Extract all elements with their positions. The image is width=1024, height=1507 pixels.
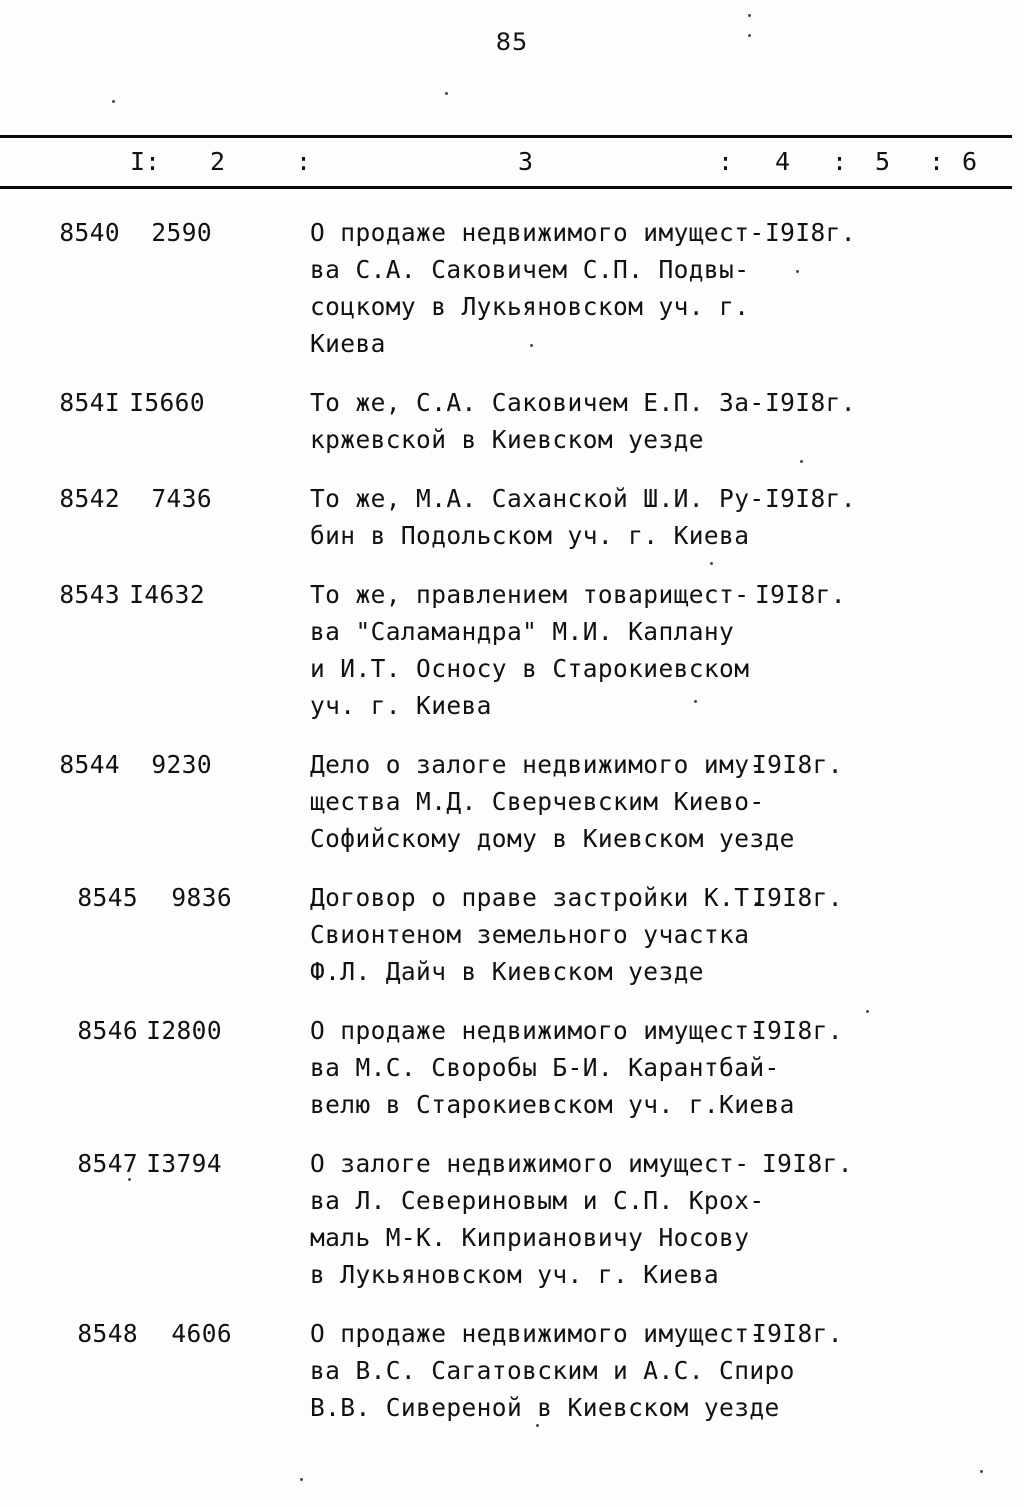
row-serial-number: 8545 — [77, 883, 138, 912]
table-row-first-line — [0, 746, 1024, 783]
row-description-line: Киева — [310, 329, 386, 358]
table-row-continuation-line — [0, 916, 1024, 953]
row-inventory-number: 9230 — [151, 750, 212, 779]
row-description-line: ва С.А. Саковичем С.П. Подвы- — [310, 255, 750, 284]
row-inventory-number: 2590 — [151, 218, 212, 247]
column-header-cell-4: 3 — [518, 147, 534, 176]
row-serial-number: 8546 — [77, 1016, 138, 1045]
scan-speck — [748, 14, 751, 17]
row-description-line: То же, правлением товарищест- — [310, 580, 750, 609]
table-row-first-line — [0, 480, 1024, 517]
row-description-line: ва М.С. Своробы Б-И. Карантбай- — [310, 1053, 780, 1082]
table-row-first-line — [0, 1145, 1024, 1182]
table-row-continuation-line — [0, 1182, 1024, 1219]
row-description-line: ва В.С. Сагатовским и А.С. Спиро — [310, 1356, 795, 1385]
scan-speck — [112, 100, 115, 103]
table-row-continuation-line — [0, 288, 1024, 325]
row-inventory-number: I3794 — [146, 1149, 222, 1178]
row-year: I9I8г. — [765, 484, 856, 513]
row-inventory-number: 7436 — [151, 484, 212, 513]
row-description-line: В.В. Сивереной в Киевском уезде — [310, 1393, 780, 1422]
header-rule-bottom — [0, 186, 1012, 189]
scan-speck — [530, 344, 533, 347]
row-year: I9I8г. — [765, 388, 856, 417]
row-inventory-number: 4606 — [171, 1319, 232, 1348]
row-description-line: в Лукьяновском уч. г. Киева — [310, 1260, 720, 1289]
column-header-cell-9: : — [929, 147, 945, 176]
table-row — [0, 1012, 1024, 1123]
row-description-line: Договор о праве застройки К.Т. — [310, 883, 765, 912]
row-description-line: велю в Старокиевском уч. г.Киева — [310, 1090, 795, 1119]
table-row-first-line — [0, 384, 1024, 421]
row-serial-number: 8547 — [77, 1149, 138, 1178]
table-row-continuation-line — [0, 650, 1024, 687]
row-description-line: Дело о залоге недвижимого иму- — [310, 750, 765, 779]
column-header-cell-2: 2 — [210, 147, 226, 176]
table-row-first-line — [0, 879, 1024, 916]
row-serial-number: 8540 — [59, 218, 120, 247]
row-description-line: бин в Подольском уч. г. Киева — [310, 521, 750, 550]
scan-speck — [445, 92, 448, 95]
column-header-cell-5: : — [718, 147, 734, 176]
row-description-line: кржевской в Киевском уезде — [310, 425, 704, 454]
table-row-continuation-line — [0, 820, 1024, 857]
row-description-line: Ф.Л. Дайч в Киевском уезде — [310, 957, 704, 986]
row-year: I9I8г. — [752, 1319, 843, 1348]
table-row-continuation-line — [0, 953, 1024, 990]
scan-speck — [748, 34, 751, 37]
row-description-line: щества М.Д. Сверчевским Киево- — [310, 787, 765, 816]
inventory-table-body — [0, 214, 1024, 1448]
table-row — [0, 1145, 1024, 1293]
table-row — [0, 480, 1024, 554]
scan-speck — [980, 1470, 983, 1473]
table-row-continuation-line — [0, 613, 1024, 650]
row-description-line: Софийскому дому в Киевском уезде — [310, 824, 795, 853]
row-inventory-number: I4632 — [129, 580, 205, 609]
column-header-cell-7: : — [832, 147, 848, 176]
row-year: I9I8г. — [762, 1149, 853, 1178]
scan-speck — [694, 700, 697, 703]
table-row-continuation-line — [0, 421, 1024, 458]
scan-speck — [536, 1424, 539, 1427]
header-rule-top — [0, 135, 1012, 138]
column-header-cell-8: 5 — [875, 147, 891, 176]
row-description-line: Свионтеном земельного участка — [310, 920, 750, 949]
row-description-line: ва Л. Севериновым и С.П. Крох- — [310, 1186, 765, 1215]
row-serial-number: 8542 — [59, 484, 120, 513]
row-inventory-number: I2800 — [146, 1016, 222, 1045]
table-row — [0, 879, 1024, 990]
column-header-cell-10: 6 — [962, 147, 978, 176]
page-number: 85 — [495, 28, 529, 56]
row-description-line: О залоге недвижимого имущест- — [310, 1149, 750, 1178]
column-header-cell-6: 4 — [775, 147, 791, 176]
row-inventory-number: I5660 — [129, 388, 205, 417]
scan-speck — [866, 1010, 869, 1013]
scan-speck — [128, 1178, 131, 1181]
row-year: I9I8г. — [752, 883, 843, 912]
table-row-first-line — [0, 1012, 1024, 1049]
table-row-first-line — [0, 576, 1024, 613]
table-row-continuation-line — [0, 517, 1024, 554]
table-row-continuation-line — [0, 783, 1024, 820]
row-description-line: маль М-К. Киприановичу Носову — [310, 1223, 750, 1252]
table-row-continuation-line — [0, 1389, 1024, 1426]
row-description-line: О продаже недвижимого имущест- — [310, 218, 765, 247]
table-row-continuation-line — [0, 1086, 1024, 1123]
table-row-continuation-line — [0, 1049, 1024, 1086]
column-header-row — [0, 147, 1012, 183]
row-year: I9I8г. — [752, 750, 843, 779]
column-header-cell-1: I: — [130, 147, 161, 176]
table-row-continuation-line — [0, 1219, 1024, 1256]
row-serial-number: 8543 — [59, 580, 120, 609]
table-row — [0, 576, 1024, 724]
row-description-line: и И.Т. Осносу в Старокиевском — [310, 654, 750, 683]
row-description-line: О продаже недвижимого имущест- — [310, 1319, 765, 1348]
table-row-continuation-line — [0, 1352, 1024, 1389]
table-row-first-line — [0, 214, 1024, 251]
column-header-cell-3: : — [296, 147, 312, 176]
scan-speck — [800, 460, 803, 463]
row-serial-number: 8544 — [59, 750, 120, 779]
table-row-first-line — [0, 1315, 1024, 1352]
scan-speck — [710, 562, 713, 565]
table-row — [0, 746, 1024, 857]
table-row — [0, 384, 1024, 458]
row-serial-number: 8548 — [77, 1319, 138, 1348]
row-description-line: О продаже недвижимого имущест- — [310, 1016, 765, 1045]
row-inventory-number: 9836 — [171, 883, 232, 912]
scan-speck — [796, 270, 799, 273]
table-row-continuation-line — [0, 1256, 1024, 1293]
table-row-continuation-line — [0, 251, 1024, 288]
row-description-line: То же, С.А. Саковичем Е.П. За- — [310, 388, 765, 417]
table-row-continuation-line — [0, 687, 1024, 724]
row-year: I9I8г. — [752, 1016, 843, 1045]
row-description-line: соцкому в Лукьяновском уч. г. — [310, 292, 750, 321]
table-row-continuation-line — [0, 325, 1024, 362]
row-description-line: ва "Саламандра" М.И. Каплану — [310, 617, 735, 646]
table-row — [0, 214, 1024, 362]
row-year: I9I8г. — [755, 580, 846, 609]
scan-speck — [300, 1478, 303, 1481]
row-description-line: уч. г. Киева — [310, 691, 492, 720]
row-description-line: То же, М.А. Саханской Ш.И. Ру- — [310, 484, 765, 513]
row-serial-number: 854I — [59, 388, 120, 417]
table-row — [0, 1315, 1024, 1426]
row-year: I9I8г. — [765, 218, 856, 247]
